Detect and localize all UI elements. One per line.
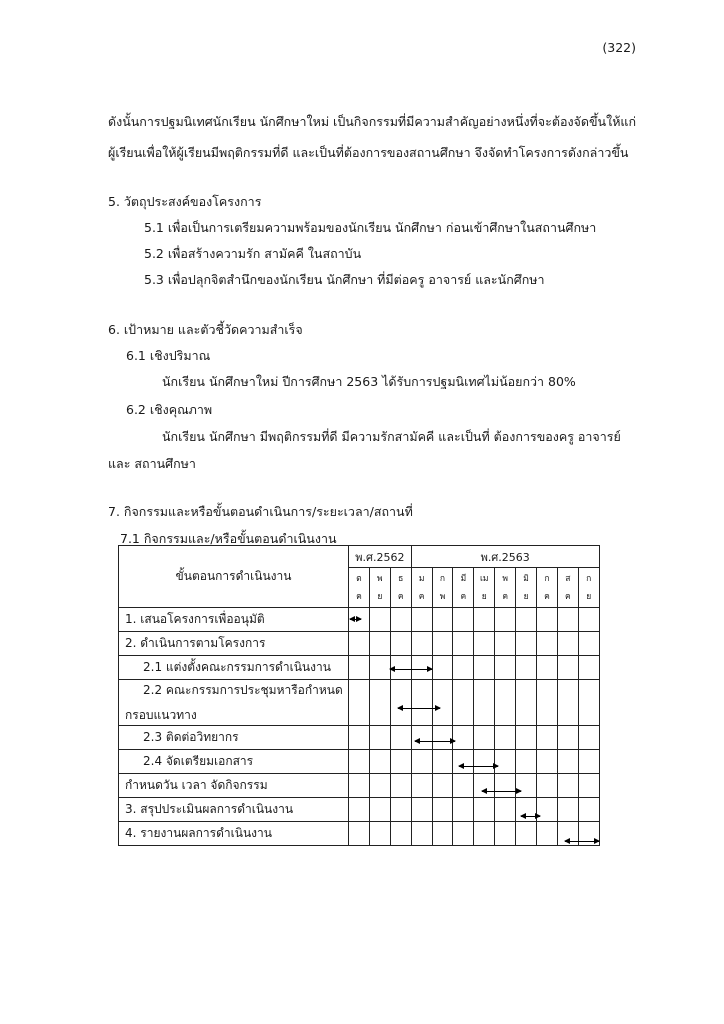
table-row [119,680,600,726]
table-row [119,798,600,822]
month-cell [557,608,578,632]
month-cell [390,656,411,680]
month-cell [349,798,370,822]
month-cell [453,680,474,726]
month-abbrev-part: ย [377,591,383,602]
activity-text: 2.1 แต่งตั้งคณะกรรมการดำเนินงาน [143,660,331,674]
month-cell [537,680,558,726]
month-cell [495,656,516,680]
month-cell [578,822,599,846]
month-cell [516,774,537,798]
month-abbrev-part: มี [460,573,467,584]
section5-heading: 5. วัตถุประสงค์ของโครงการ [108,194,262,209]
month-cell [411,798,432,822]
month-cell [349,726,370,750]
month-cell [516,798,537,822]
month-cell [369,632,390,656]
month-cell [432,798,453,822]
month-cell [369,774,390,798]
month-cell [432,750,453,774]
month-cell [453,632,474,656]
month-cell [495,632,516,656]
month-cell [557,656,578,680]
month-abbrev-part: ก [544,573,550,584]
month-header [516,568,537,608]
month-cell [369,608,390,632]
month-cell [432,608,453,632]
month-cell [390,774,411,798]
month-cell [557,750,578,774]
month-abbrev-part: ย [523,591,529,602]
month-cell [557,632,578,656]
month-cell [349,750,370,774]
month-cell [495,680,516,726]
month-abbrev-part: ก [439,573,446,584]
month-abbrev-part: ค [356,591,362,602]
month-cell [516,750,537,774]
month-cell [578,726,599,750]
activity-label [119,798,349,822]
month-cell [557,798,578,822]
month-header [557,568,578,608]
month-cell [495,774,516,798]
month-header [537,568,558,608]
month-abbrev-part: เม [480,573,489,584]
month-cell [453,774,474,798]
month-abbrev-part: ย [586,591,592,602]
month-cell [557,726,578,750]
month-cell [495,750,516,774]
month-cell [516,632,537,656]
month-cell [453,798,474,822]
month-header [432,568,453,608]
month-abbrev-part: พ [439,591,446,602]
month-cell [411,726,432,750]
month-cell [453,822,474,846]
month-cell [349,680,370,726]
activity-label [119,774,349,798]
month-cell [411,822,432,846]
month-cell [495,822,516,846]
month-cell [349,774,370,798]
month-cell [474,774,495,798]
month-cell [474,656,495,680]
month-abbrev-part: ส [565,573,571,584]
table-row [119,632,600,656]
table-row [119,774,600,798]
quantity-text: นักเรียน นักศึกษาใหม่ ปีการศึกษา 2563 ได้รับการปฐมนิเทศไม่น้อยกว่า 80% [162,374,576,389]
activity-text: 1. เสนอโครงการเพื่ออนุมัติ [125,612,265,626]
month-cell [537,822,558,846]
year-header: พ.ศ.2562 [349,546,412,568]
month-cell [432,822,453,846]
month-cell [537,774,558,798]
objective-5-3: 5.3 เพื่อปลุกจิตสำนึกของนักเรียน นักศึกษา ที่มีต่อครู อาจารย์ และนักศึกษา [144,272,545,287]
activity-text-continued: กรอบแนวทาง [125,707,197,722]
month-abbrev-part: ค [418,591,425,602]
activity-label [119,632,349,656]
month-abbrev-part: ค [460,591,467,602]
month-header [369,568,390,608]
page-number: (322) [602,40,636,55]
month-cell [390,798,411,822]
month-cell [578,632,599,656]
month-cell [516,822,537,846]
activity-label [119,750,349,774]
month-cell [537,632,558,656]
section7-1-heading: 7.1 กิจกรรมและ/หรือขั้นตอนดำเนินงาน [120,531,337,546]
month-cell [411,632,432,656]
objective-5-2: 5.2 เพื่อสร้างความรัก สามัคคี ในสถาบัน [144,246,362,261]
month-header [411,568,432,608]
month-abbrev-part: ค [565,591,571,602]
activity-label [119,822,349,846]
activity-text: 4. รายงานผลการดำเนินงาน [125,826,272,840]
activity-label [119,726,349,750]
month-cell [578,608,599,632]
activity-text: 2.3 ติดต่อวิทยากร [143,730,239,744]
month-cell [432,656,453,680]
gantt-table [118,545,600,846]
activity-label [119,680,349,726]
month-abbrev-part: ธ [398,573,404,584]
activity-text: 2. ดำเนินการตามโครงการ [125,636,266,650]
month-cell [349,608,370,632]
month-cell [390,608,411,632]
month-cell [390,750,411,774]
month-cell [369,726,390,750]
quantity-heading: 6.1 เชิงปริมาณ [126,348,211,363]
quality-heading: 6.2 เชิงคุณภาพ [126,402,213,417]
month-cell [474,798,495,822]
month-cell [349,656,370,680]
month-cell [453,608,474,632]
month-abbrev-part: พ [377,573,383,584]
month-cell [411,680,432,726]
activity-text: 2.2 คณะกรรมการประชุมหารือกำหนด [143,682,343,697]
activity-label [119,656,349,680]
month-cell [578,750,599,774]
month-cell [474,750,495,774]
activity-text: 2.4 จัดเตรียมเอกสาร [143,754,254,768]
month-abbrev-part: ต [356,573,362,584]
table-row [119,656,600,680]
month-cell [578,656,599,680]
month-cell [349,822,370,846]
month-cell [390,680,411,726]
month-cell [557,680,578,726]
month-cell [349,632,370,656]
month-cell [432,774,453,798]
intro-line-1: ดังนั้นการปฐมนิเทศนักเรียน นักศึกษาใหม่ เป็นกิจกรรมที่มีความสำคัญอย่างหนึ่งที่จะต้องจัดขึ้นให้แก่ [108,114,637,129]
month-cell [578,680,599,726]
quality-text-line-2: และ สถานศึกษา [108,456,196,471]
month-cell [557,822,578,846]
objective-5-1: 5.1 เพื่อเป็นการเตรียมความพร้อมของนักเรียน นักศึกษา ก่อนเข้าศึกษาในสถานศึกษา [144,220,597,235]
month-cell [516,726,537,750]
activity-text: กำหนดวัน เวลา จัดกิจกรรม [125,778,268,792]
month-header [390,568,411,608]
month-abbrev-part: ย [481,591,487,602]
month-cell [453,656,474,680]
month-cell [369,798,390,822]
month-cell [390,632,411,656]
month-cell [411,656,432,680]
month-cell [557,774,578,798]
month-header [453,568,474,608]
month-cell [578,798,599,822]
table-row [119,726,600,750]
month-header [578,568,599,608]
month-cell [495,798,516,822]
intro-line-2: ผู้เรียนเพื่อให้ผู้เรียนมีพฤติกรรมที่ดี และเป็นที่ต้องการของสถานศึกษา จึงจัดทำโครงการดังกล่าวขึ้น [108,145,629,160]
activity-label [119,608,349,632]
section7-heading: 7. กิจกรรมและหรือขั้นตอนดำเนินการ/ระยะเวลา/สถานที่ [108,504,413,519]
month-cell [516,608,537,632]
month-cell [578,774,599,798]
month-cell [495,608,516,632]
month-cell [537,608,558,632]
month-cell [516,656,537,680]
month-cell [495,726,516,750]
month-abbrev-part: ค [544,591,550,602]
month-cell [537,726,558,750]
month-cell [537,798,558,822]
month-abbrev-part: มิ [523,573,529,584]
month-abbrev-part: ค [397,591,404,602]
month-cell [411,750,432,774]
month-cell [516,680,537,726]
month-header [349,568,370,608]
month-header [474,568,495,608]
month-cell [369,822,390,846]
month-cell [453,726,474,750]
month-cell [474,822,495,846]
table-row [119,750,600,774]
month-cell [453,750,474,774]
month-cell [369,680,390,726]
month-cell [390,726,411,750]
table-row [119,608,600,632]
month-abbrev-part: พ [502,573,508,584]
month-cell [474,726,495,750]
year-header: พ.ศ.2563 [411,546,599,568]
month-cell [369,750,390,774]
month-cell [390,822,411,846]
month-cell [537,750,558,774]
month-cell [411,774,432,798]
month-abbrev-part: ม [418,573,425,584]
month-cell [474,680,495,726]
month-header [495,568,516,608]
month-cell [537,656,558,680]
section6-heading: 6. เป้าหมาย และตัวชี้วัดความสำเร็จ [108,322,303,337]
month-abbrev-part: ก [586,573,592,584]
step-column-header: ขั้นตอนการดำเนินงาน [119,546,349,608]
month-cell [432,726,453,750]
activity-text: 3. สรุปประเมินผลการดำเนินงาน [125,802,294,816]
month-cell [432,680,453,726]
month-cell [369,656,390,680]
quality-text-line-1: นักเรียน นักศึกษา มีพฤติกรรมที่ดี มีความรักสามัคคี และเป็นที่ ต้องการของครู อาจารย์ [162,429,621,444]
month-cell [411,608,432,632]
month-cell [474,608,495,632]
month-cell [474,632,495,656]
table-row [119,822,600,846]
month-cell [432,632,453,656]
month-abbrev-part: ค [502,591,509,602]
